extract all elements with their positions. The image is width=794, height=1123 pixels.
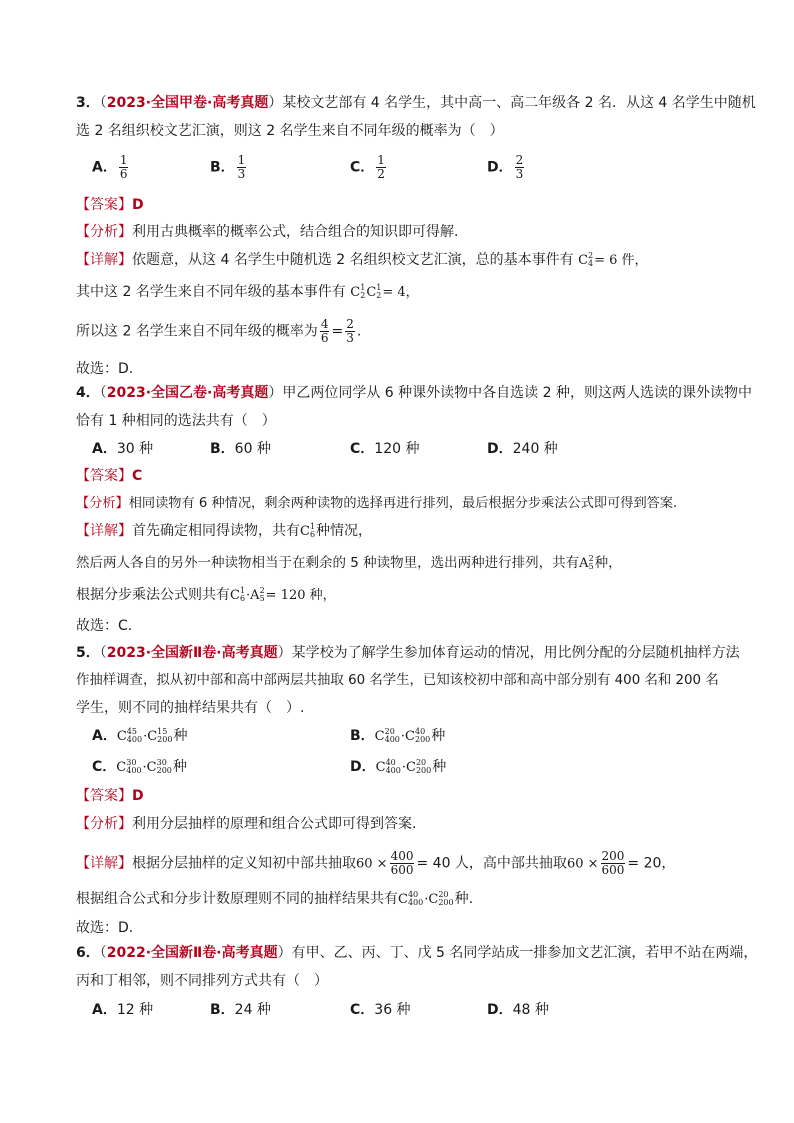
- q3-option-c-fraction: $\frac{1}{2}$: [377, 153, 385, 181]
- q3-source: 2023·全国甲卷·高考真题: [106, 95, 269, 111]
- q6-stem-line1: 6．（2022·全国新Ⅱ卷·高考真题）有甲、乙、丙、丁、戊 5 名同学站成一排参加文艺汇演，若甲不站在两端，: [76, 945, 758, 961]
- q6-stem-line2: 丙和丁相邻，则不同排列方式共有（ ）: [76, 973, 328, 989]
- q3-combination-product: C: [350, 285, 361, 300]
- q4-answer: 【答案】C: [76, 468, 143, 484]
- q4-number: 4．: [76, 385, 100, 401]
- q6-option-a: A．12 种: [92, 1002, 154, 1018]
- q5-detail-line1: 【详解】根据分层抽样的定义知初中部共抽取60 × $\frac{400}{600}$ = 40 人，高中部共抽取60 × $\frac{200}{600}$ = 20，: [76, 849, 676, 877]
- q4-option-c: C．120 种: [350, 441, 420, 457]
- q5-number: 5．: [76, 645, 100, 661]
- q4-combination-c61: C: [300, 524, 310, 539]
- q3-stem-line1: 3．（2023·全国甲卷·高考真题）某校文艺部有 4 名学生，其中高一、高二年级各 2 名．从这 4 名学生中随机: [76, 95, 756, 111]
- q5-option-b: B．C 20 400 ·C 40 200 种: [350, 727, 446, 744]
- q4-detail-line3: 根据分步乘法公式则共有C 1 6 ·A 2 5 = 120 种，: [76, 586, 336, 603]
- q6-source: 2022·全国新Ⅱ卷·高考真题: [106, 945, 278, 961]
- q3-detail-line2: 其中这 2 名学生来自不同年级的基本事件有 C 1 2 C 1 2 = 4，: [76, 283, 419, 300]
- q5-result-expression: C: [398, 892, 408, 907]
- q4-option-d: D．240 种: [487, 441, 558, 457]
- q3-analysis: 【分析】利用古典概率的概率公式，结合组合的知识即可得解.: [76, 224, 459, 240]
- q3-option-a: A． $\frac{1}{6}$: [92, 153, 128, 181]
- q5-detail-line2: 根据组合公式和分步计数原理则不同的抽样结果共有C 40 400 ·C 20 200 种.: [76, 890, 474, 907]
- q5-source: 2023·全国新Ⅱ卷·高考真题: [106, 645, 278, 661]
- q3-option-d: D． $\frac{2}{3}$: [487, 153, 524, 181]
- q6-option-d: D．48 种: [487, 1002, 549, 1018]
- q6-option-c: C．36 种: [350, 1002, 411, 1018]
- q5-option-a: A．C 45 400 ·C 15 200 种: [92, 727, 188, 744]
- q5-stem-line2: 作抽样调查，拟从初中部和高中部两层共抽取 60 名学生，已知该校初中部和高中部分别有 400 名和 200 名: [76, 673, 719, 688]
- q3-detail-line3: 所以这 2 名学生来自不同年级的概率为 $\frac{4}{6}$ = $\frac{2}{3}$ .: [76, 317, 362, 345]
- q6-number: 6．: [76, 945, 100, 961]
- q5-conclusion: 故选：D.: [76, 920, 134, 936]
- q4-option-b: B．60 种: [210, 441, 271, 457]
- q5-option-c: C．C 30 400 ·C 30 200 种: [92, 758, 187, 775]
- q4-analysis: 【分析】相同读物有 6 种情况，剩余两种读物的选择再进行排列，最后根据分步乘法公式即可得到答案.: [76, 496, 678, 511]
- q5-option-d: D．C 40 400 ·C 20 200 种: [350, 758, 447, 775]
- q3-option-c: C． $\frac{1}{2}$: [350, 153, 385, 181]
- q3-detail-fraction-1: $\frac{4}{6}$: [320, 317, 329, 345]
- q4-product-expression: C: [230, 588, 240, 603]
- q3-stem-line2: 选 2 名组织校文艺汇演，则这 2 名学生来自不同年级的概率为（ ）: [76, 123, 504, 139]
- q4-stem-line1: 4．（2023·全国乙卷·高考真题）甲乙两位同学从 6 种课外读物中各自选读 2 种，则这两人选读的课外读物中: [76, 385, 752, 401]
- q3-option-a-fraction: $\frac{1}{6}$: [119, 153, 128, 181]
- q5-stem-line3: 学生，则不同的抽样结果共有（ ）.: [76, 700, 305, 716]
- q3-detail-fraction-2: $\frac{2}{3}$: [346, 317, 354, 345]
- q4-option-a: A．30 种: [92, 441, 154, 457]
- q5-analysis: 【分析】利用分层抽样的原理和组合公式即可得到答案.: [76, 816, 417, 832]
- q3-number: 3．: [76, 95, 100, 111]
- q3-conclusion: 故选：D.: [76, 361, 134, 377]
- q5-answer: 【答案】D: [76, 788, 144, 804]
- q3-option-b-fraction: $\frac{1}{3}$: [237, 153, 246, 181]
- q3-option-b: B． $\frac{1}{3}$: [210, 153, 246, 181]
- q4-detail-line2: 然后两人各自的另外一种读物相当于在剩余的 5 种读物里，选出两种进行排列，共有A 2 5 种，: [76, 554, 622, 571]
- q3-option-d-fraction: $\frac{2}{3}$: [515, 153, 524, 181]
- q4-detail-line1: 【详解】首先确定相同得读物，共有C 1 6 种情况，: [76, 522, 373, 539]
- q4-source: 2023·全国乙卷·高考真题: [106, 385, 269, 401]
- q3-combination-c42: C: [578, 253, 589, 268]
- q4-stem-line2: 恰有 1 种相同的选法共有（ ）: [76, 413, 276, 429]
- q5-stem-line1: 5．（2023·全国新Ⅱ卷·高考真题）某学校为了解学生参加体育运动的情况，用比例分配的分层随机抽样方法: [76, 645, 740, 661]
- q5-detail-fraction-1: $\frac{400}{600}$: [390, 849, 414, 877]
- q5-detail-fraction-2: $\frac{200}{600}$: [601, 849, 625, 877]
- q4-permutation-a52: A: [579, 556, 589, 571]
- q3-detail-line1: 【详解】依题意，从这 4 名学生中随机选 2 名组织校文艺汇演，总的基本事件有 C 2 4 = 6 件，: [76, 251, 648, 268]
- q6-option-b: B．24 种: [210, 1002, 271, 1018]
- q3-answer: 【答案】D: [76, 197, 144, 213]
- q4-conclusion: 故选：C.: [76, 618, 133, 634]
